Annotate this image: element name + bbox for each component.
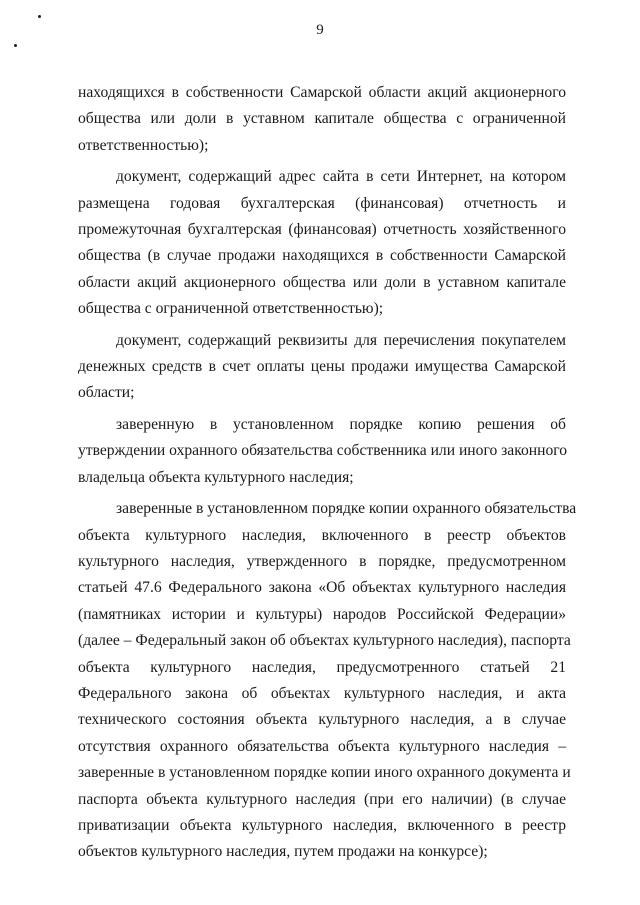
- text-line: (памятниках истории и культуры) народов Российской Федерации»: [78, 605, 566, 623]
- paragraph: [78, 80, 566, 159]
- document-body: [78, 80, 577, 866]
- text-line: общества или доли в уставном капитале общества с ограниченной: [78, 110, 566, 128]
- text-line: статьей 47.6 Федерального закона «Об объектах культурного наследия: [78, 579, 566, 597]
- text-line: Федерального закона об объектах культурного наследия, и акта: [78, 684, 566, 702]
- text-line: заверенные в установленном порядке копии иного охранного документа и: [78, 764, 571, 782]
- text-line: владельца объекта культурного наследия;: [78, 468, 354, 486]
- scan-speck: [14, 44, 17, 47]
- paragraph: [78, 496, 577, 866]
- text-line: промежуточная бухгалтерская (финансовая) отчетность хозяйственного: [78, 221, 566, 239]
- text-line: приватизации объекта культурного наследия, включенного в реестр: [78, 816, 566, 834]
- text-line: документ, содержащий реквизиты для перечисления покупателем: [116, 331, 566, 349]
- text-line: культурного наследия, утвержденного в порядке, предусмотренном: [78, 552, 566, 570]
- text-line: заверенные в установленном порядке копии охранного обязательства: [116, 500, 577, 518]
- paragraph: [78, 412, 566, 491]
- text-line: утверждении охранного обязательства собственника или иного законного: [78, 442, 568, 460]
- text-line: размещена годовая бухгалтерская (финансовая) отчетность и: [78, 194, 566, 212]
- page-number: 9: [316, 22, 324, 38]
- paragraph: [78, 164, 566, 322]
- text-line: денежных средств в счет оплаты цены продажи имущества Самарской: [78, 358, 566, 376]
- text-line: документ, содержащий адрес сайта в сети Интернет, на котором: [116, 168, 566, 186]
- text-line: отсутствия охранного обязательства объекта культурного наследия –: [78, 737, 566, 755]
- text-line: заверенную в установленном порядке копию решения об: [116, 415, 566, 433]
- text-line: объектов культурного наследия, путем продажи на конкурсе);: [78, 843, 488, 861]
- text-line: ответственностью);: [78, 136, 209, 154]
- text-line: общества (в случае продажи находящихся в собственности Самарской: [78, 247, 566, 265]
- text-line: объекта культурного наследия, включенного в реестр объектов: [78, 526, 566, 544]
- paragraph: [78, 328, 566, 407]
- text-line: (далее – Федеральный закон об объектах культурного наследия), паспорта: [78, 632, 571, 650]
- text-line: находящихся в собственности Самарской области акций акционерного: [78, 84, 566, 101]
- text-line: области;: [78, 384, 135, 402]
- text-line: технического состояния объекта культурного наследия, а в случае: [78, 711, 566, 729]
- text-line: общества с ограниченной ответственностью);: [78, 300, 384, 318]
- text-line: области акций акционерного общества или доли в уставном капитале: [78, 273, 566, 291]
- text-line: паспорта объекта культурного наследия (при его наличии) (в случае: [78, 790, 566, 808]
- scan-speck: [38, 15, 41, 18]
- text-line: объекта культурного наследия, предусмотренного статьей 21: [78, 658, 566, 676]
